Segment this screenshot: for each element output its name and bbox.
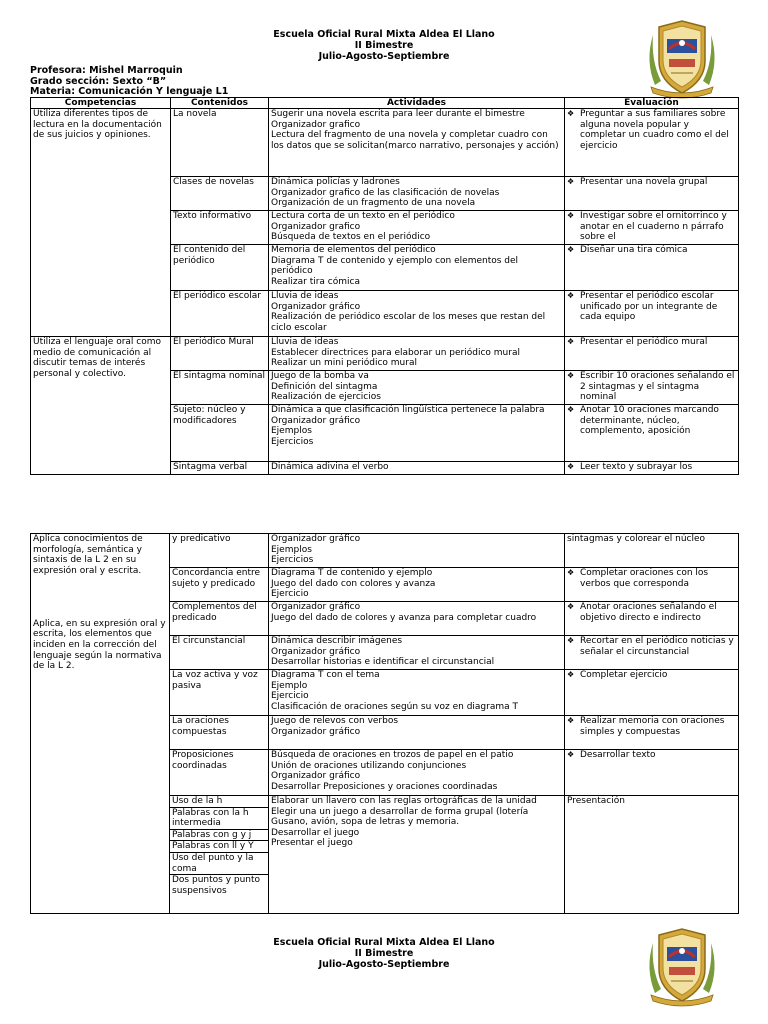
evaluation-item [567,337,736,348]
bullet-icon: ❖ [567,602,575,611]
evaluacion-cell [565,177,739,211]
activity-line: Organizador grafico [271,221,361,232]
activity-line: Organizador gráfico [271,415,361,426]
actividades-cell [269,291,565,337]
contenido-cell: La novela [171,109,269,177]
actividades-cell [269,245,565,291]
actividades-cell [269,796,565,914]
evaluation-item [567,405,736,437]
actividades-cell [269,211,565,245]
activity-line: Organizador gráfico [271,726,361,737]
activity-line: Diagrama T de contenido y ejemplo con elementos del periódico [271,255,519,277]
evaluation-item [567,534,736,545]
evaluation-text: Presentar una novela grupal [580,177,708,187]
evaluacion-cell [565,462,739,475]
bullet-icon: ❖ [567,568,575,577]
activity-line: Dinámica describir imágenes [271,636,403,646]
bullet-icon: ❖ [567,670,575,679]
activity-line: Elegir una un juego a desarrollar de forma grupal (lotería Gusano, avión, sopa de letras y memoria. [271,806,529,828]
bullet-icon: ❖ [567,405,575,414]
competencia-text: Utiliza el lenguaje oral como medio de comunicación al discutir temas de interés personal y colectivo. [33,337,161,379]
table-header-row [31,98,739,109]
evaluacion-cell [565,211,739,245]
evaluation-text: Presentar el periódico escolar unificado por un integrante de cada equipo [580,291,718,323]
competencia-text: Aplica, en su expresión oral y escrita, los elementos que inciden en la corrección del lenguaje según la normativa de la L 2. [33,618,166,672]
contenido-cell: El sintagma nominal [171,371,269,405]
activity-line: Clasificación de oraciones según su voz en diagrama T [271,701,518,712]
activity-line: Organizador gráfico [271,646,361,657]
evaluation-item [567,602,736,623]
evaluation-text: Recortar en el periódico noticias y señalar el circunstancial [580,636,734,657]
activity-line: Realizar un mini periódico mural [271,358,417,369]
table-row [31,534,739,568]
activity-line: Lluvia de ideas [271,337,339,347]
competencia-text: Utiliza diferentes tipos de lectura en la documentación de sus juicios y opiniones. [33,109,162,141]
contenido-subitem: Palabras con g y j [170,830,268,842]
subject-label: Materia: Comunicación Y lenguaje L1 [30,86,229,97]
actividades-cell [269,109,565,177]
evaluation-item [567,245,736,256]
activity-line: Elaborar un llavero con las reglas ortográficas de la unidad [271,796,537,806]
contenido-cell: Clases de novelas [171,177,269,211]
bullet-icon: ❖ [567,291,575,300]
evaluation-item [567,211,736,243]
activity-line: Diagrama T de contenido y ejemplo [271,568,433,578]
evaluacion-cell [565,670,739,716]
contenido-cell: La oraciones compuestas [170,716,269,750]
contenido-subitem: Palabras con ll y Y [170,841,268,853]
evaluation-text: Anotar oraciones señalando el objetivo directo e indirecto [580,602,717,623]
column-header: Competencias [31,98,171,109]
evaluation-text: Presentación [567,796,625,806]
activity-line: Dinámica policías y ladrones [271,177,400,187]
planning-table-page1 [30,97,739,475]
column-header: Evaluación [565,98,739,109]
table-row [31,337,739,371]
evaluacion-cell [565,109,739,177]
evaluacion-cell [565,371,739,405]
activity-line: Dinámica adivina el verbo [271,462,389,472]
competencia-text: Aplica conocimientos de morfología, semántica y sintaxis de la L 2 en su expresión oral y escrita. [33,534,143,576]
contenido-cell: Sintagma verbal [171,462,269,475]
evaluacion-cell [565,716,739,750]
months-label: Julio-Agosto-Septiembre [318,51,450,62]
bullet-icon: ❖ [567,109,575,118]
actividades-cell [269,371,565,405]
activity-line: Establecer directrices para elaborar un periódico mural [271,347,520,358]
contenido-subitem: Palabras con la h intermedia [170,808,268,830]
activity-line: Juego del dado con colores y avanza [271,578,436,589]
school-name: Escuela Oficial Rural Mixta Aldea El Llano [273,937,495,948]
evaluation-item [567,796,736,807]
school-crest-logo [641,923,723,1007]
bimester-label: II Bimestre [354,40,414,51]
evaluation-text: Preguntar a sus familiares sobre alguna novela popular y completar un cuadro como el del ejercicio [580,109,729,151]
evaluacion-cell [565,245,739,291]
activity-line: Realización de periódico escolar de los meses que restan del ciclo escolar [271,312,546,333]
activity-line: Ejemplo [271,680,308,691]
contenido-cell: Sujeto: núcleo y modificadores [171,405,269,462]
activity-line: Lectura corta de un texto en el periódico [271,211,455,221]
activity-line: Presentar el juego [271,838,353,849]
evaluation-text: Completar oraciones con los verbos que corresponda [580,568,709,589]
contenido-cell: El periódico escolar [171,291,269,337]
actividades-cell [269,568,565,602]
actividades-cell [269,670,565,716]
evaluation-item [567,371,736,403]
contenido-cell: El contenido del periódico [171,245,269,291]
activity-line: Organizador gráfico [271,771,361,782]
competencia-cell [31,534,170,914]
bullet-icon: ❖ [567,211,575,220]
activity-line: Lluvia de ideas [271,291,339,301]
table-row [31,109,739,177]
evaluation-text: sintagmas y colorear el núcleo [567,534,706,544]
evaluation-text: Investigar sobre el ornitorrinco y anotar en el cuaderno n párrafo sobre el [580,211,727,243]
evaluacion-cell [565,405,739,462]
teacher-label: Profesora: Mishel Marroquin [30,65,183,76]
contenido-cell: Complementos del predicado [170,602,269,636]
evaluacion-cell [565,750,739,796]
months-label: Julio-Agosto-Septiembre [318,959,450,970]
activity-line: Organizador grafico de las clasificación de novelas [271,187,500,198]
bullet-icon: ❖ [567,636,575,645]
evaluacion-cell [565,291,739,337]
school-name: Escuela Oficial Rural Mixta Aldea El Llano [273,29,495,40]
contenido-cell: El periódico Mural [171,337,269,371]
competencia-cell [31,109,171,337]
contenido-cell: y predicativo [170,534,269,568]
evaluation-item [567,291,736,323]
activity-line: Definición del sintagma [271,381,378,392]
actividades-cell [269,337,565,371]
actividades-cell [269,462,565,475]
activity-line: Juego del dado de colores y avanza para completar cuadro [271,612,537,623]
bullet-icon: ❖ [567,337,575,346]
evaluacion-cell [565,568,739,602]
planning-table-page2 [30,533,739,914]
bullet-icon: ❖ [567,177,575,186]
activity-line: Lectura del fragmento de una novela y completar cuadro con los datos que se solicitan(marco narrativo, personajes y acción) [271,130,559,151]
activity-line: Realizar tira cómica [271,276,360,287]
actividades-cell [269,405,565,462]
bimester-label: II Bimestre [354,948,414,959]
activity-line: Ejercicios [271,436,314,447]
activity-line: Memoria de elementos del periódico [271,245,436,255]
contenido-cell: Concordancia entre sujeto y predicado [170,568,269,602]
activity-line: Ejercicio [271,589,309,600]
evaluacion-cell [565,636,739,670]
activity-line: Realización de ejercicios [271,392,381,403]
activity-line: Organización de un fragmento de una novela [271,198,476,209]
activity-line: Juego de relevos con verbos [271,716,399,726]
bullet-icon: ❖ [567,462,575,471]
activity-line: Búsqueda de textos en el periódico [271,232,431,243]
activity-line: Organizador gráfico [271,602,361,612]
evaluation-text: Desarrollar texto [580,750,656,760]
activity-line: Sugerir una novela escrita para leer durante el bimestre [271,109,525,119]
contenido-subitem: Dos puntos y punto suspensivos [172,875,261,896]
activity-line: Unión de oraciones utilizando conjunciones [271,760,467,771]
evaluation-item [567,636,736,657]
contenido-cell: Proposiciones coordinadas [170,750,269,796]
bullet-icon: ❖ [567,750,575,759]
actividades-cell [269,636,565,670]
actividades-cell [269,602,565,636]
contenido-cell: El circunstancial [170,636,269,670]
evaluation-text: Diseñar una tira cómica [580,245,688,255]
activity-line: Organizador gráfico [271,301,361,312]
evaluation-text: Escribir 10 oraciones señalando el 2 sintagmas y el sintagma nominal [580,371,735,403]
activity-line: Diagrama T con el tema [271,670,380,680]
evaluation-item [567,568,736,589]
activity-line: Desarrollar historias e identificar el circunstancial [271,657,495,668]
evaluation-text: Presentar el periódico mural [580,337,708,347]
bullet-icon: ❖ [567,371,575,380]
activity-line: Búsqueda de oraciones en trozos de papel en el patio [271,750,514,760]
evaluacion-cell [565,534,739,568]
contenido-cell: La voz activa y voz pasiva [170,670,269,716]
evaluation-text: Leer texto y subrayar los [580,462,693,472]
actividades-cell [269,716,565,750]
actividades-cell [269,177,565,211]
grade-label: Grado sección: Sexto “B” [30,75,167,87]
actividades-cell [269,750,565,796]
evaluation-item [567,177,736,188]
bullet-icon: ❖ [567,245,575,254]
contenido-cell [170,796,269,914]
column-header: Contenidos [171,98,269,109]
contenido-subitem: Uso de la h [170,796,268,808]
evaluation-item [567,670,736,681]
school-crest-logo [641,15,723,99]
activity-line: Organizador gráfico [271,534,361,544]
bullet-icon: ❖ [567,716,575,725]
evaluation-item [567,716,736,737]
evaluacion-cell [565,796,739,914]
evaluation-text: Completar ejercicio [580,670,668,680]
evaluation-text: Anotar 10 oraciones marcando determinante, núcleo, complemento, aposición [580,405,719,437]
evaluation-item [567,462,736,473]
competencia-cell [31,337,171,475]
activity-line: Dinámica a que clasificación lingüística pertenece la palabra [271,405,545,415]
activity-line: Juego de la bomba va [271,371,369,381]
activity-line: Ejemplos [271,426,312,437]
evaluation-item [567,750,736,761]
activity-line: Ejemplos [271,544,312,555]
evaluacion-cell [565,337,739,371]
actividades-cell [269,534,565,568]
activity-line: Ejercicio [271,691,309,702]
activity-line: Desarrollar el juego [271,827,360,838]
column-header: Actividades [269,98,565,109]
activity-line: Organizador grafico [271,119,361,130]
evaluation-item [567,109,736,151]
contenido-cell: Texto informativo [171,211,269,245]
activity-line: Desarrollar Preposiciones y oraciones coordinadas [271,781,498,792]
evaluacion-cell [565,602,739,636]
document-meta [30,66,228,98]
activity-line: Ejercicios [271,555,314,566]
contenido-subitem: Uso del punto y la coma [170,853,268,875]
evaluation-text: Realizar memoria con oraciones simples y compuestas [580,716,725,737]
